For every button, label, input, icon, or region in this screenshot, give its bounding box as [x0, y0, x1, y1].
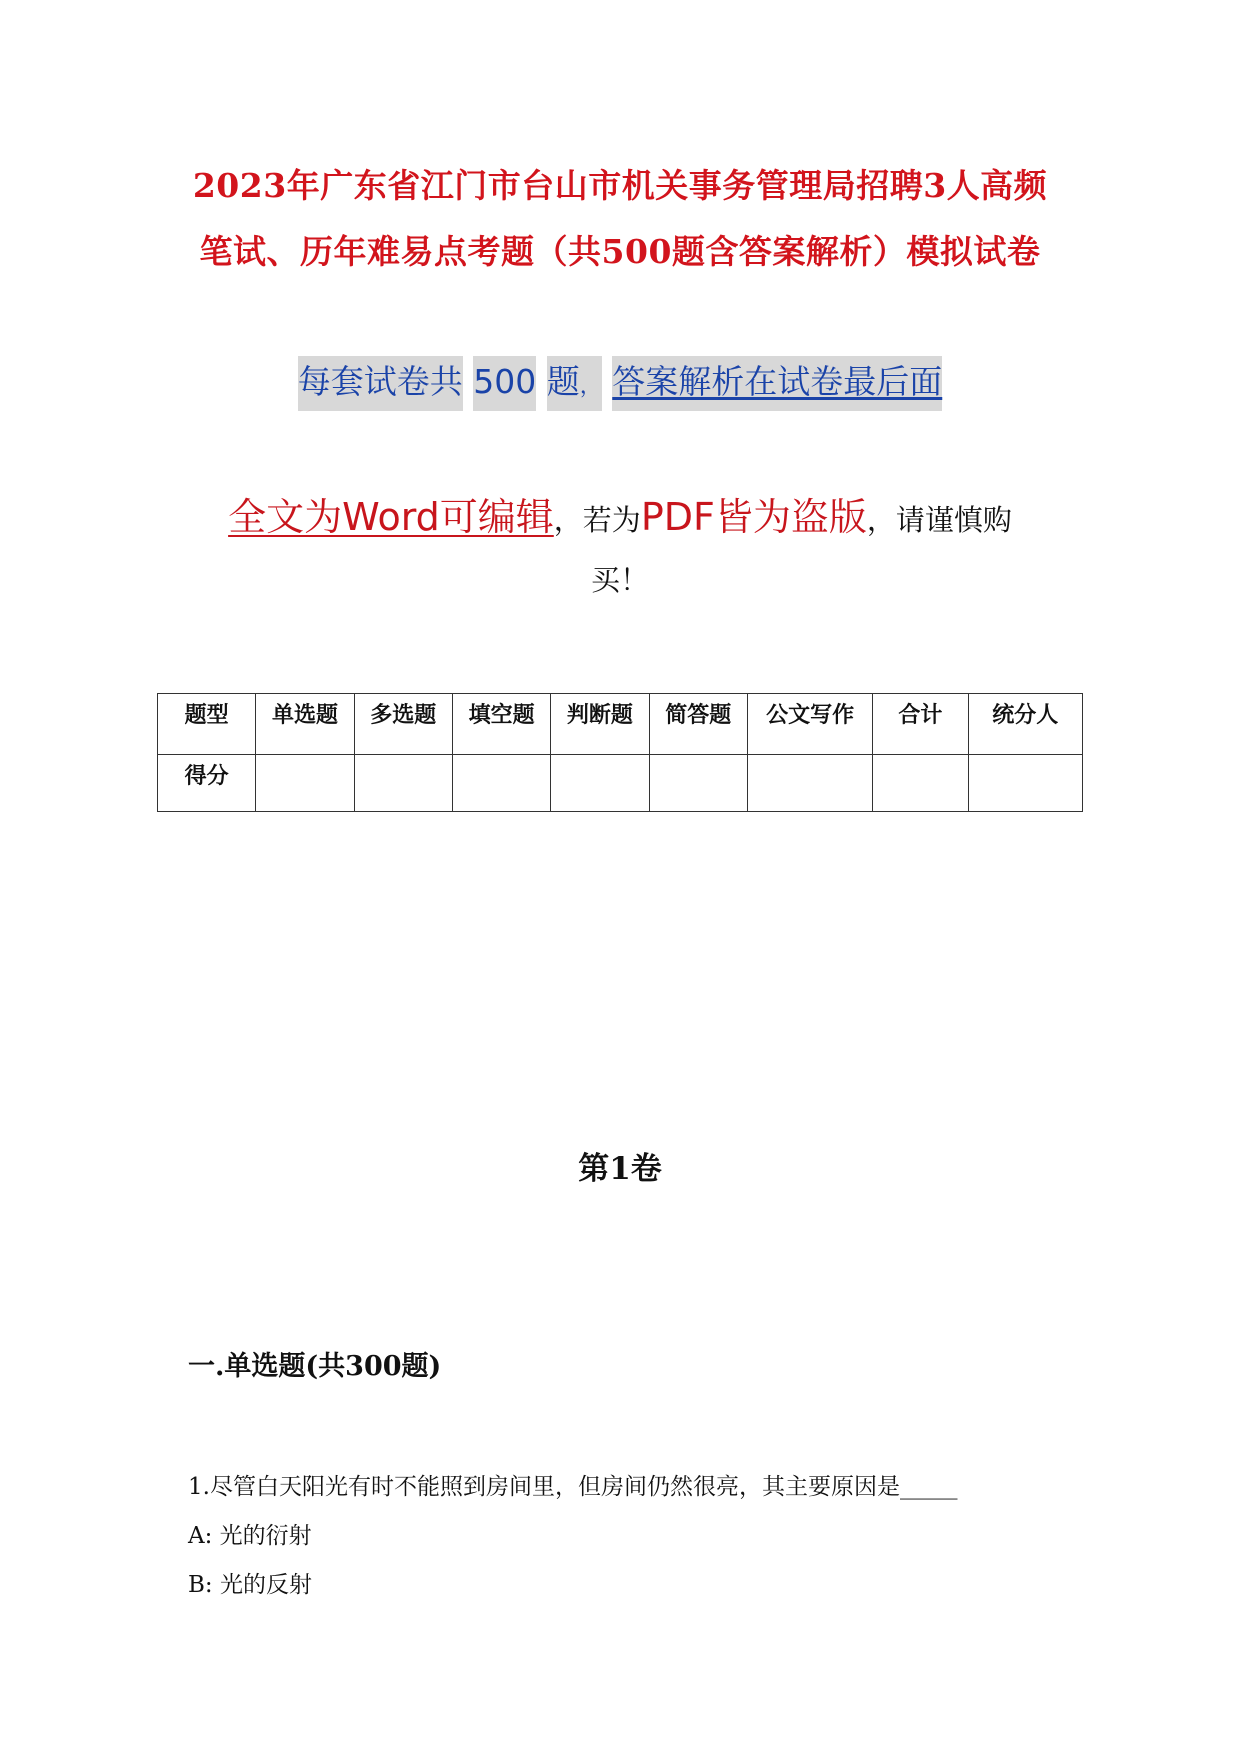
score-header-official-writing: 公文写作 [747, 694, 872, 755]
score-cell [747, 755, 872, 812]
notice-separator-2: ， [866, 503, 896, 537]
volume-title: 第1卷 [578, 1151, 662, 1187]
document-title-line-2: 笔试、历年难易点考题（共500题含答案解析）模拟试卷 [199, 232, 1041, 271]
score-table-score-row [158, 755, 1083, 812]
editable-notice [0, 486, 1240, 541]
score-cell [873, 755, 968, 812]
subtitle-question-word: 题 [546, 362, 580, 401]
notice-if: 若为 [582, 503, 641, 537]
score-header-true-false: 判断题 [551, 694, 649, 755]
score-cell [452, 755, 550, 812]
notice-pdf-piracy: PDF皆为盗版 [640, 495, 867, 539]
score-header-short-answer: 简答题 [649, 694, 747, 755]
score-header-single-choice: 单选题 [256, 694, 354, 755]
score-cell [649, 755, 747, 812]
subtitle-part-1: 每套试卷共 [298, 356, 463, 411]
section-title: 一.单选题(共300题) [188, 1351, 442, 1382]
score-cell [256, 755, 354, 812]
score-header-total: 合计 [873, 694, 968, 755]
document-title-line-1: 2023年广东省江门市台山市机关事务管理局招聘3人高频 [192, 166, 1048, 205]
score-header-multi-choice: 多选题 [354, 694, 452, 755]
score-cell [968, 755, 1082, 812]
subtitle-answer-note: 答案解析在试卷最后面 [612, 356, 942, 411]
score-cell [354, 755, 452, 812]
score-header-fill-blank: 填空题 [452, 694, 550, 755]
score-header-scorer: 统分人 [968, 694, 1082, 755]
subtitle-banner [0, 356, 1240, 403]
question-text: 1.尽管白天阳光有时不能照到房间里，但房间仍然很亮，其主要原因是_____ [188, 1474, 958, 1500]
score-table-header-row [158, 694, 1083, 755]
subtitle-part-3 [547, 356, 602, 411]
notice-separator-1: ， [553, 503, 583, 537]
score-header-type: 题型 [158, 694, 256, 755]
score-table [157, 693, 1083, 812]
notice-line-2: 买！ [590, 563, 649, 597]
option-b: B: 光的反射 [188, 1572, 312, 1598]
subtitle-part-2: 500 [473, 356, 536, 411]
option-a: A: 光的衍射 [188, 1523, 312, 1549]
notice-caution: 请谨慎购 [895, 503, 1012, 537]
score-cell [551, 755, 649, 812]
notice-word-editable: 全文为Word可编辑 [228, 495, 554, 539]
score-row-label: 得分 [158, 755, 256, 812]
subtitle-separator: ， [579, 374, 602, 399]
